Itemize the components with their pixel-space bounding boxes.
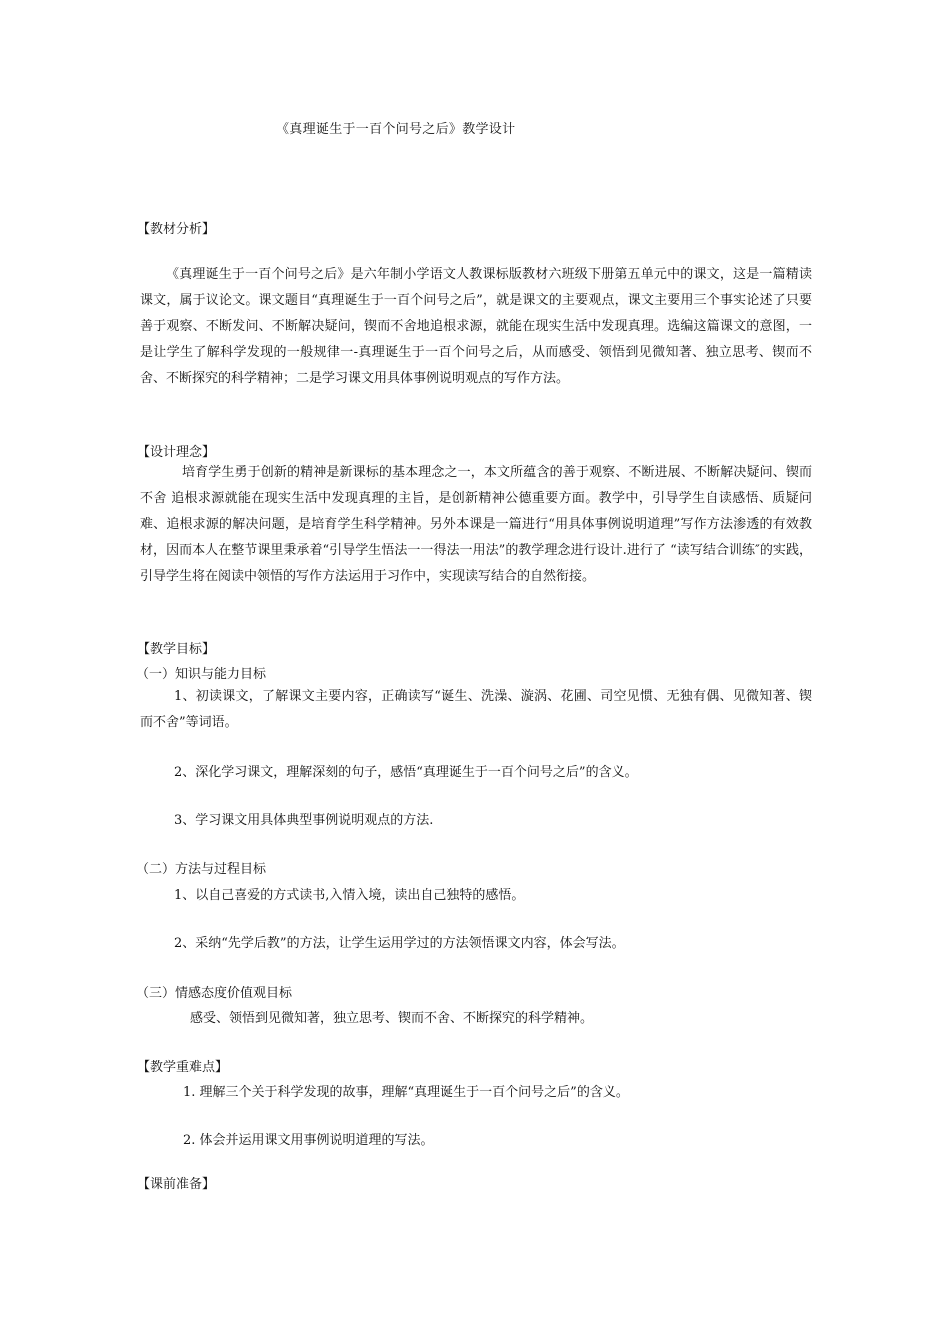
paragraph-design-concept: 培育学生勇于创新的精神是新课标的基本理念之一，本文所蕴含的善于观察、不断进展、不断解决疑问、锲而不舍 追根求源就能在现实生活中发现真理的主旨，是创新精神公德重要方面。教学中，引导学生自读感悟、质疑问难、追根求源的解决问题，是培育学生科学精神。另外本课是一篇进行“用具体事例说明道理”写作方法渗透的有效教材，因而本人在整节课里秉承着“引导学生悟法一一得法一用法”的教学理念进行设计.进行了 “读写结合训练″的实践，引导学生将在阅读中领悟的写作方法运用于习作中，实现读写结合的自然衔接。: [140, 465, 812, 584]
goal-item-1-1: 1、初读课文，了解课文主要内容，正确读写“诞生、洗澡、漩涡、花圃、司空见惯、无独有偶、见微知著、锲而不舍”等词语。: [140, 689, 812, 730]
heading-key-difficulties: 【教学重难点】: [137, 1060, 229, 1075]
difficulty-item-1: 1. 理解三个关于科学发现的故事，理解“真理诞生于一百个问号之后”的含义。: [183, 1085, 629, 1100]
paragraph-material-analysis: 《真理诞生于一百个问号之后》是六年制小学语文人教课标版教材六班级下册第五单元中的课文，这是一篇精读课文，属于议论文。课文题目“真理诞生于一百个问号之后”，就是课文的主要观点，课文主要用三个事实论述了只要善于观察、不断发问、不断解决疑问，锲而不舍地追根求源，就能在现实生活中发现真理。选编这篇课文的意图，一是让学生了解科学发现的一般规律一-真理诞生于一百个问号之后，从而感受、领悟到见微知著、独立思考、锲而不舍、不断探究的科学精神；二是学习课文用具体事例说明观点的写作方法。: [140, 267, 812, 386]
subheading-knowledge-ability: （一）知识与能力目标: [136, 667, 267, 682]
heading-material-analysis: 【教材分析】: [137, 222, 216, 237]
goal-item-1-3: 3、学习课文用具体典型事例说明观点的方法.: [174, 813, 434, 828]
document-title: 《真理诞生于一百个问号之后》教学设计: [276, 122, 516, 137]
subheading-method-process: （二）方法与过程目标: [136, 862, 267, 877]
heading-teaching-goals: 【教学目标】: [137, 642, 216, 657]
heading-design-concept: 【设计理念】: [137, 445, 216, 460]
goal-item-1-2: 2、深化学习课文，理解深刻的句子，感悟“真理诞生于一百个问号之后”的含义。: [174, 765, 638, 780]
goal-item-2-1: 1、以自己喜爱的方式读书,入情入境，读出自己独特的感悟。: [174, 888, 525, 903]
goal-item-3-1: 感受、领悟到见微知著，独立思考、锲而不舍、不断探究的科学精神。: [190, 1011, 594, 1026]
goal-item-2-2: 2、采纳“先学后教”的方法，让学生运用学过的方法领悟课文内容，体会写法。: [174, 936, 625, 951]
subheading-emotion-values: （三）情感态度价值观目标: [136, 986, 293, 1001]
difficulty-item-2: 2. 体会并运用课文用事例说明道理的写法。: [183, 1133, 434, 1148]
heading-class-preparation: 【课前准备】: [137, 1177, 216, 1192]
